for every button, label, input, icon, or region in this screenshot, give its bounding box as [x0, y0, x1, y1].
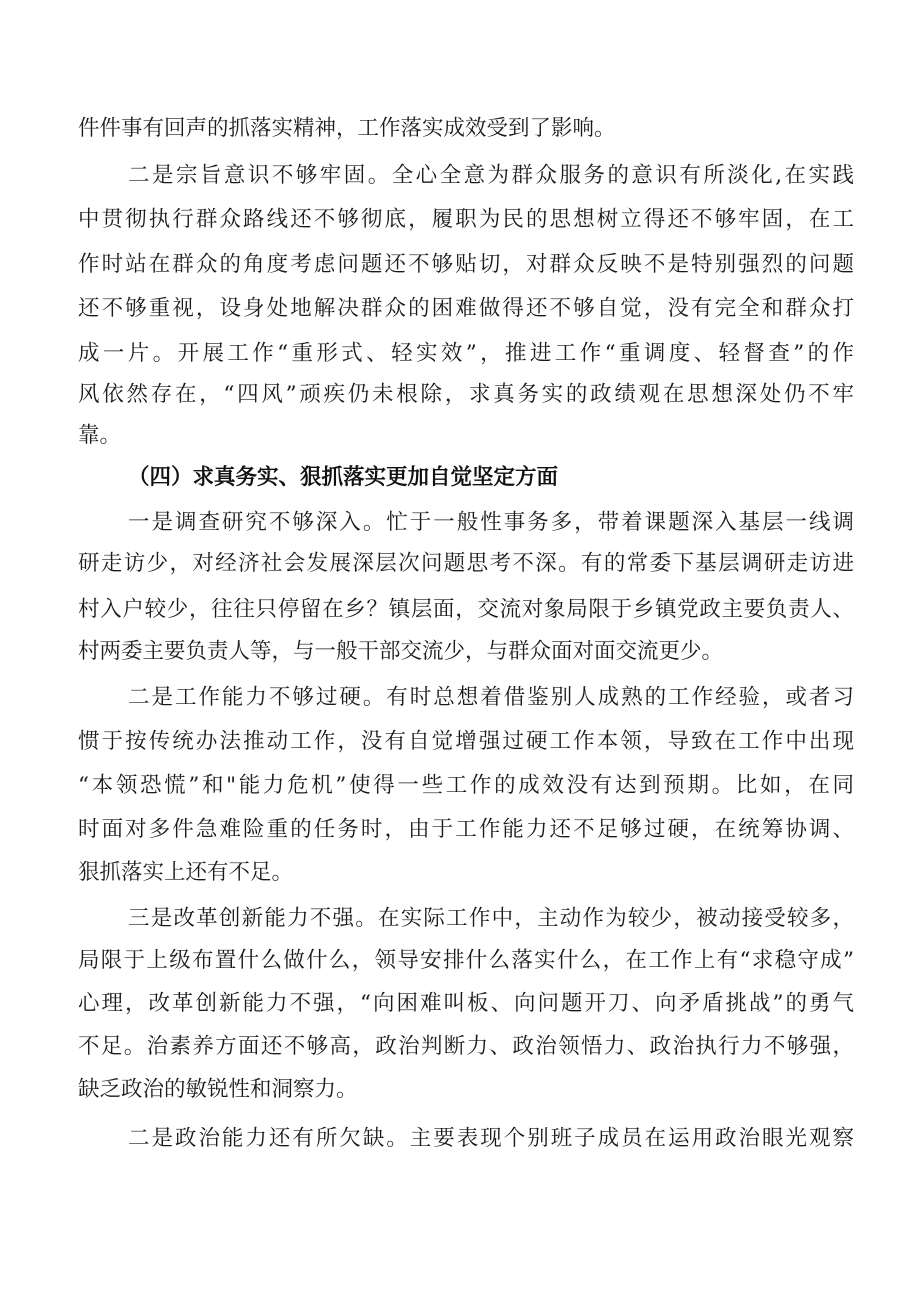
paragraph-line: 件件事有回声的抓落实精神，工作落实成效受到了影响。	[78, 116, 616, 141]
paragraph-line: 狠抓落实上还有不足。	[78, 860, 294, 885]
paragraph-line: 一是调查研究不够深入。忙于一般性事务多，带着课题深入基层一线调	[128, 510, 854, 535]
paragraph-line: 缺乏政治的敏锐性和洞察力。	[78, 1077, 358, 1102]
paragraph-line: 风依然存在，“四风”顽疾仍未根除，求真务实的政绩观在思想深处仍不牢	[78, 382, 854, 407]
paragraph-line: 心理，改革创新能力不强，“向困难叫板、向问题开刀、向矛盾挑战”的勇气	[78, 991, 854, 1016]
section-heading: （四）求真务实、狠抓落实更加自觉坚定方面	[128, 465, 559, 490]
paragraph-line: 不足。治素养方面还不够高，政治判断力、政治领悟力、政治执行力不够强，	[78, 1034, 854, 1059]
paragraph-line: 作时站在群众的角度考虑问题还不够贴切，对群众反映不是特别强烈的问题	[78, 252, 854, 277]
paragraph-line: 还不够重视，设身处地解决群众的困难做得还不够自觉，没有完全和群众打	[78, 296, 854, 321]
paragraph-line: 二是工作能力不够过硬。有时总想着借鉴别人成熟的工作经验，或者习	[128, 685, 854, 710]
paragraph-line: 中贯彻执行群众路线还不够彻底，履职为民的思想树立得还不够牢固，在工	[78, 207, 854, 232]
paragraph-line: 村两委主要负责人等，与一般干部交流少，与群众面对面交流更少。	[78, 639, 724, 664]
paragraph-line: 二是政治能力还有所欠缺。主要表现个别班子成员在运用政治眼光观察	[128, 1126, 854, 1151]
paragraph-line: “本领恐慌”和"能力危机”使得一些工作的成效没有达到预期。比如，在同	[78, 773, 854, 798]
paragraph-line: 成一片。开展工作“重形式、轻实效”，推进工作“重调度、轻督查”的作	[78, 341, 854, 366]
paragraph-line: 靠。	[78, 423, 122, 448]
paragraph-line: 局限于上级布置什么做什么，领导安排什么落实什么，在工作上有“求稳守成”	[78, 948, 854, 973]
paragraph-line: 研走访少，对经济社会发展深层次问题思考不深。有的常委下基层调研走访进	[78, 551, 854, 576]
paragraph-line: 二是宗旨意识不够牢固。全心全意为群众服务的意识有所淡化,在实践	[128, 163, 854, 188]
paragraph-line: 村入户较少，往往只停留在乡？镇层面，交流对象局限于乡镇党政主要负责人、	[78, 597, 854, 622]
paragraph-line: 惯于按传统办法推动工作，没有自觉增强过硬工作本领，导致在工作中出现	[78, 729, 854, 754]
paragraph-line: 三是改革创新能力不强。在实际工作中，主动作为较少，被动接受较多，	[128, 906, 854, 931]
paragraph-line: 时面对多件急难险重的任务时，由于工作能力还不足够过硬，在统筹协调、	[78, 817, 854, 842]
